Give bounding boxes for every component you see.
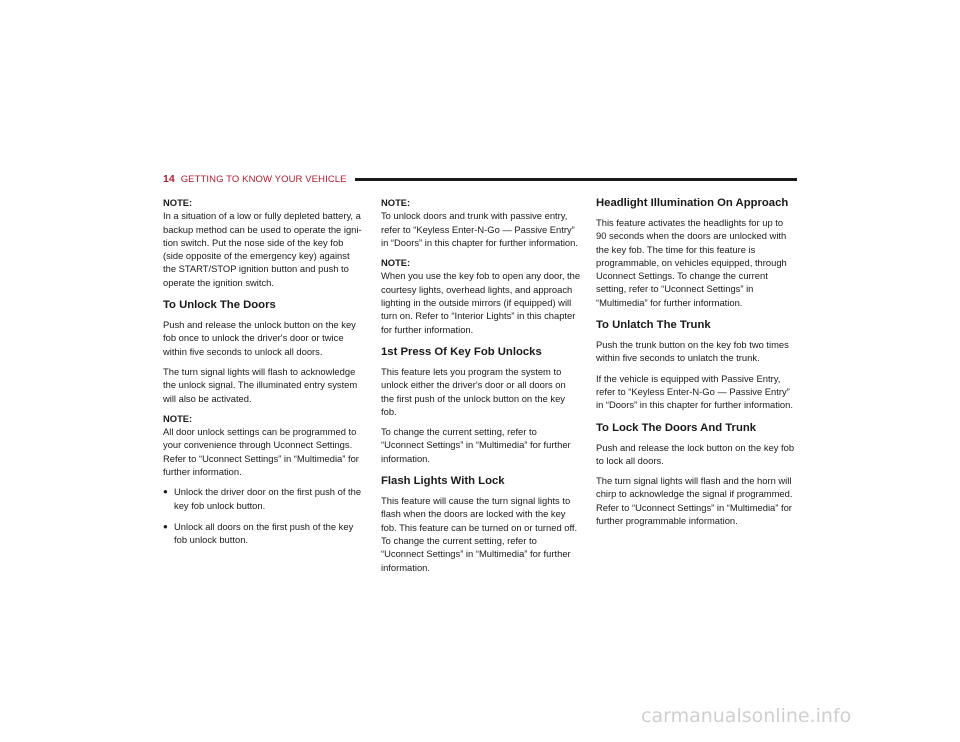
list-item bbox=[163, 520, 363, 547]
section-heading-flash-lights: Flash Lights With Lock bbox=[381, 475, 505, 488]
column-1 bbox=[163, 196, 363, 555]
note-block bbox=[163, 412, 363, 478]
note-label: NOTE: bbox=[163, 412, 193, 424]
section-heading-headlight: Headlight Illumination On Approach bbox=[596, 197, 789, 209]
paragraph: Push and release the unlock button on the key fob once to unlock the driver's door or twice within five seconds to unlock all doors. bbox=[163, 319, 356, 357]
note-text: To unlock doors and trunk with passive entry, refer to “Keyless Enter-N-Go — Passive Entry” in “Doors” in this chapter for further information. bbox=[381, 210, 578, 248]
page-number: 14 bbox=[163, 173, 175, 185]
paragraph: This feature will cause the turn signal lights to flash when the doors are locked with the key fob. This feature can be turned on or turned off. To change the current setting, refer to “Uconnect Settings” in “Multimedia” for further information. bbox=[381, 495, 578, 573]
note-text: All door unlock settings can be programmed to your convenience through Uconnect Settings. Refer to “Uconnect Settings” in “Multimedia” for further information. bbox=[163, 426, 359, 478]
note-block bbox=[381, 256, 581, 336]
paragraph: To change the current setting, refer to “Uconnect Settings” in “Multimedia” for further information. bbox=[381, 426, 571, 464]
page-header bbox=[163, 171, 797, 187]
column-2 bbox=[381, 196, 581, 581]
paragraph: If the vehicle is equipped with Passive Entry, refer to “Keyless Enter-N-Go — Passive Entry” in “Doors” in this chapter for further information. bbox=[596, 372, 793, 411]
note-text: In a situation of a low or fully depleted battery, a backup method can be used to operate the igni-tion switch. Put the nose side of the key fob (side opposite of the emergency key) against the START/STOP ignition button and push to operate the ignition switch. bbox=[163, 210, 362, 288]
paragraph: Push the trunk button on the key fob two times within five seconds to unlatch the trunk. bbox=[596, 339, 789, 364]
column-3 bbox=[596, 196, 796, 534]
note-label: NOTE: bbox=[163, 197, 193, 208]
paragraph: The turn signal lights will flash to acknowledge the unlock signal. The illuminated entry system will also be activated. bbox=[163, 365, 358, 404]
header-rule bbox=[355, 178, 797, 181]
paragraph: Push and release the lock button on the key fob to lock all doors. bbox=[596, 441, 795, 466]
list-item bbox=[163, 485, 363, 512]
note-text: When you use the key fob to open any door, the courtesy lights, overhead lights, and approach lighting in the outside mirrors (if equipped) will turn on. Refer to “Interior Lights” in this chapter for further information. bbox=[381, 270, 581, 335]
bullet-icon: ● bbox=[163, 521, 168, 531]
list-item-text: Unlock the driver door on the first push of the key fob unlock button. bbox=[174, 486, 362, 511]
watermark: carmanualsonline.info bbox=[641, 705, 852, 727]
section-heading-lock-doors: To Lock The Doors And Trunk bbox=[596, 421, 757, 434]
section-heading-first-press: 1st Press Of Key Fob Unlocks bbox=[381, 345, 542, 358]
note-block bbox=[163, 196, 363, 289]
note-block bbox=[381, 196, 581, 249]
bullet-list bbox=[163, 485, 363, 546]
paragraph: This feature activates the headlights for up to 90 seconds when the doors are unlocked with the key fob. The time for this feature is programmable, on vehicles equipped, through Uconnect Settings. To change the current setting, refer to “Uconnect Settings” in “Multimedia” for further information. bbox=[596, 217, 787, 308]
paragraph: The turn signal lights will flash and the horn will chirp to acknowledge the signal if programmed. Refer to “Uconnect Settings” in “Multimedia” for further programmable information. bbox=[596, 475, 793, 527]
list-item-text: Unlock all doors on the first push of the key fob unlock button. bbox=[174, 520, 354, 546]
paragraph: This feature lets you program the system to unlock either the driver's door or all doors on the first push of the unlock button on the key fob. bbox=[381, 365, 566, 417]
bullet-icon: ● bbox=[163, 487, 168, 497]
section-title: GETTING TO KNOW YOUR VEHICLE bbox=[180, 173, 347, 185]
note-label: NOTE: bbox=[381, 257, 411, 269]
section-heading-unlock-doors: To Unlock The Doors bbox=[163, 299, 276, 312]
note-label: NOTE: bbox=[381, 197, 411, 208]
section-heading-unlatch-trunk: To Unlatch The Trunk bbox=[596, 319, 711, 332]
